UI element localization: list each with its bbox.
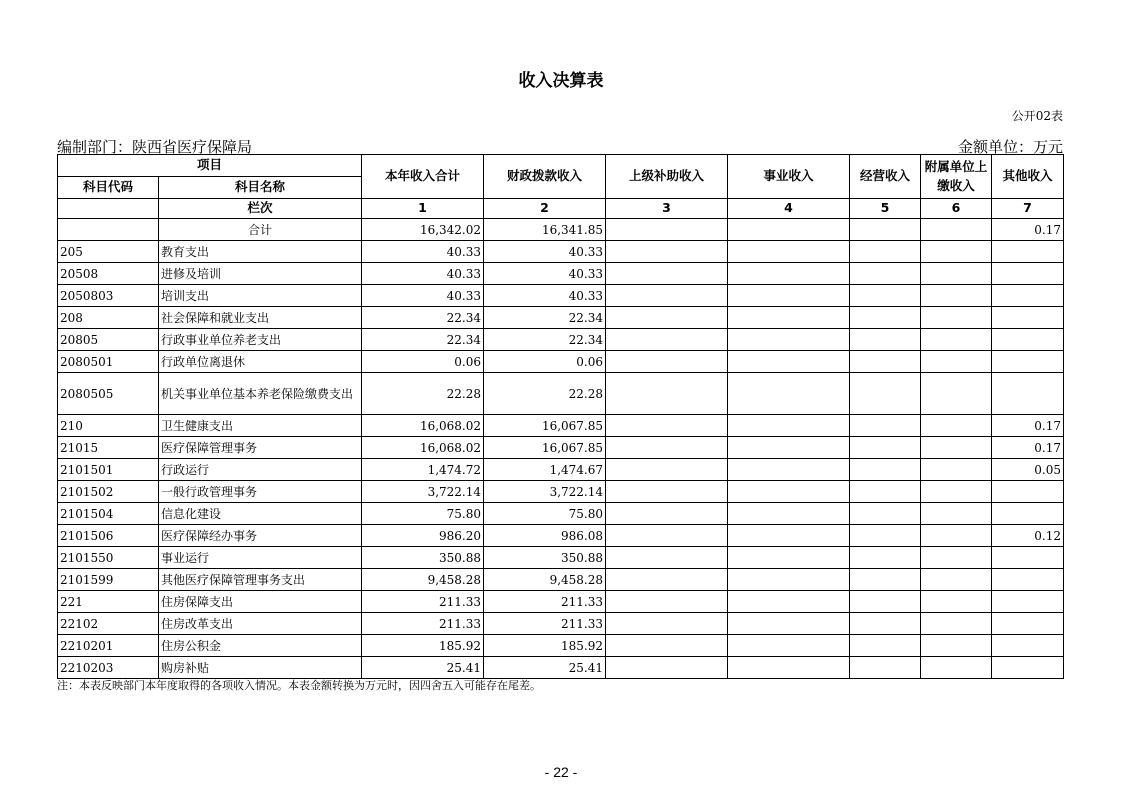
amount-cell (921, 481, 992, 503)
amount-cell: 1,474.72 (362, 459, 484, 481)
amount-cell (992, 351, 1064, 373)
table-row (58, 635, 1064, 657)
subject-code: 2101506 (58, 525, 159, 547)
amount-cell (606, 329, 728, 351)
amount-cell (921, 591, 992, 613)
amount-cell (606, 307, 728, 329)
amount-cell (606, 591, 728, 613)
amount-cell: 16,068.02 (362, 415, 484, 437)
subject-code: 2101502 (58, 481, 159, 503)
amount-cell (921, 351, 992, 373)
subject-code: 2050803 (58, 285, 159, 307)
amount-cell: 22.34 (484, 329, 606, 351)
table-row (58, 657, 1064, 679)
amount-cell (850, 437, 921, 459)
total-value (606, 219, 728, 241)
amount-cell: 25.41 (484, 657, 606, 679)
subject-name: 一般行政管理事务 (159, 481, 362, 503)
table-row (58, 307, 1064, 329)
amount-cell (606, 613, 728, 635)
amount-cell (606, 481, 728, 503)
amount-cell (850, 373, 921, 415)
income-table (57, 154, 1064, 679)
subject-name: 购房补贴 (159, 657, 362, 679)
amount-cell (992, 481, 1064, 503)
amount-cell: 22.34 (484, 307, 606, 329)
amount-cell (728, 373, 850, 415)
amount-cell: 40.33 (484, 285, 606, 307)
amount-cell: 1,474.67 (484, 459, 606, 481)
total-value: 16,342.02 (362, 219, 484, 241)
footnote: 注：本表反映部门本年度取得的各项收入情况。本表金额转换为万元时，因四舍五入可能存在尾差。 (57, 679, 541, 692)
subject-name: 事业运行 (159, 547, 362, 569)
amount-cell: 211.33 (484, 613, 606, 635)
amount-cell (850, 657, 921, 679)
page-number: - 22 - (544, 764, 578, 780)
amount-cell (850, 241, 921, 263)
amount-cell: 0.06 (484, 351, 606, 373)
subject-code: 2080505 (58, 373, 159, 415)
amount-cell: 75.80 (362, 503, 484, 525)
amount-cell (728, 525, 850, 547)
subject-name: 进修及培训 (159, 263, 362, 285)
amount-cell (850, 547, 921, 569)
amount-cell (606, 437, 728, 459)
subject-code: 221 (58, 591, 159, 613)
amount-cell (921, 437, 992, 459)
amount-cell (606, 635, 728, 657)
subject-code: 210 (58, 415, 159, 437)
amount-cell (921, 263, 992, 285)
amount-cell (921, 635, 992, 657)
subject-code: 2210201 (58, 635, 159, 657)
subject-code: 20508 (58, 263, 159, 285)
subject-name: 信息化建设 (159, 503, 362, 525)
amount-cell (606, 503, 728, 525)
amount-cell: 22.34 (362, 329, 484, 351)
amount-cell (921, 657, 992, 679)
table-row (58, 285, 1064, 307)
total-label: 合计 (159, 219, 362, 241)
table-row (58, 591, 1064, 613)
amount-cell (921, 613, 992, 635)
amount-cell: 16,067.85 (484, 415, 606, 437)
amount-cell (850, 503, 921, 525)
amount-cell (728, 351, 850, 373)
header-col-number: 1 (362, 199, 484, 219)
table-row (58, 329, 1064, 351)
total-value (728, 219, 850, 241)
header-col-number: 4 (728, 199, 850, 219)
table-row (58, 569, 1064, 591)
amount-cell: 3,722.14 (362, 481, 484, 503)
subject-name: 行政事业单位养老支出 (159, 329, 362, 351)
subject-name: 行政运行 (159, 459, 362, 481)
header-col-total: 本年收入合计 (362, 155, 484, 199)
amount-cell (992, 329, 1064, 351)
total-value: 0.17 (992, 219, 1064, 241)
header-col-business: 事业收入 (728, 155, 850, 199)
subject-name: 培训支出 (159, 285, 362, 307)
amount-cell: 0.12 (992, 525, 1064, 547)
amount-cell (606, 459, 728, 481)
amount-cell (992, 263, 1064, 285)
form-number: 公开02表 (1011, 109, 1063, 123)
amount-cell (728, 547, 850, 569)
amount-cell (921, 525, 992, 547)
amount-cell: 40.33 (362, 263, 484, 285)
unit-label: 金额单位：万元 (957, 138, 1063, 156)
amount-cell (850, 613, 921, 635)
amount-cell: 986.08 (484, 525, 606, 547)
amount-cell: 40.33 (362, 285, 484, 307)
table-row (58, 525, 1064, 547)
subject-name: 住房改革支出 (159, 613, 362, 635)
amount-cell: 40.33 (484, 241, 606, 263)
table-row (58, 547, 1064, 569)
total-value (921, 219, 992, 241)
amount-cell (992, 635, 1064, 657)
amount-cell: 185.92 (362, 635, 484, 657)
amount-cell: 3,722.14 (484, 481, 606, 503)
amount-cell: 40.33 (362, 241, 484, 263)
amount-cell: 0.17 (992, 437, 1064, 459)
subject-code: 208 (58, 307, 159, 329)
amount-cell (728, 503, 850, 525)
amount-cell (992, 307, 1064, 329)
amount-cell: 22.28 (362, 373, 484, 415)
amount-cell (728, 263, 850, 285)
table-row (58, 415, 1064, 437)
amount-cell (850, 351, 921, 373)
total-value: 16,341.85 (484, 219, 606, 241)
amount-cell (728, 307, 850, 329)
amount-cell (921, 241, 992, 263)
amount-cell: 0.05 (992, 459, 1064, 481)
amount-cell (728, 657, 850, 679)
table-row (58, 263, 1064, 285)
amount-cell: 16,068.02 (362, 437, 484, 459)
subject-name: 医疗保障经办事务 (159, 525, 362, 547)
amount-cell: 211.33 (362, 613, 484, 635)
subject-name: 社会保障和就业支出 (159, 307, 362, 329)
header-col-affiliated: 附属单位上缴收入 (921, 155, 992, 199)
subject-name: 机关事业单位基本养老保险缴费支出 (159, 373, 362, 415)
amount-cell (992, 503, 1064, 525)
amount-cell (992, 591, 1064, 613)
amount-cell (728, 285, 850, 307)
amount-cell (921, 547, 992, 569)
subject-code: 205 (58, 241, 159, 263)
amount-cell: 9,458.28 (484, 569, 606, 591)
amount-cell: 211.33 (484, 591, 606, 613)
amount-cell (850, 415, 921, 437)
amount-cell: 986.20 (362, 525, 484, 547)
amount-cell (728, 613, 850, 635)
amount-cell (606, 263, 728, 285)
amount-cell: 22.28 (484, 373, 606, 415)
amount-cell: 211.33 (362, 591, 484, 613)
header-code: 科目代码 (58, 177, 159, 199)
amount-cell (606, 547, 728, 569)
amount-cell (606, 569, 728, 591)
amount-cell: 0.17 (992, 415, 1064, 437)
total-value (850, 219, 921, 241)
amount-cell (921, 503, 992, 525)
amount-cell: 25.41 (362, 657, 484, 679)
amount-cell (850, 263, 921, 285)
amount-cell (992, 657, 1064, 679)
subject-code: 2101504 (58, 503, 159, 525)
table-row (58, 351, 1064, 373)
amount-cell (921, 307, 992, 329)
amount-cell (606, 525, 728, 547)
amount-cell (850, 481, 921, 503)
amount-cell: 0.06 (362, 351, 484, 373)
subject-code: 22102 (58, 613, 159, 635)
amount-cell (921, 329, 992, 351)
table-row (58, 373, 1064, 415)
amount-cell (921, 285, 992, 307)
amount-cell: 40.33 (484, 263, 606, 285)
table-row (58, 503, 1064, 525)
amount-cell (728, 591, 850, 613)
amount-cell (606, 415, 728, 437)
amount-cell (606, 373, 728, 415)
subject-name: 住房保障支出 (159, 591, 362, 613)
subject-code: 2101550 (58, 547, 159, 569)
amount-cell: 185.92 (484, 635, 606, 657)
amount-cell (728, 569, 850, 591)
amount-cell (728, 329, 850, 351)
amount-cell (606, 351, 728, 373)
amount-cell (921, 373, 992, 415)
subject-code: 2101501 (58, 459, 159, 481)
amount-cell (921, 569, 992, 591)
total-row (58, 219, 1064, 241)
header-col-number: 5 (850, 199, 921, 219)
subject-name: 教育支出 (159, 241, 362, 263)
amount-cell (850, 591, 921, 613)
amount-cell: 16,067.85 (484, 437, 606, 459)
subject-code: 20805 (58, 329, 159, 351)
amount-cell (606, 285, 728, 307)
amount-cell (850, 635, 921, 657)
header-item: 项目 (58, 155, 362, 177)
subject-code: 2210203 (58, 657, 159, 679)
subject-name: 其他医疗保障管理事务支出 (159, 569, 362, 591)
header-row-label: 栏次 (159, 199, 362, 219)
subject-name: 医疗保障管理事务 (159, 437, 362, 459)
header-col-number: 3 (606, 199, 728, 219)
amount-cell: 350.88 (484, 547, 606, 569)
header-empty (58, 199, 159, 219)
amount-cell (850, 525, 921, 547)
subject-name: 住房公积金 (159, 635, 362, 657)
table-row (58, 459, 1064, 481)
amount-cell (992, 285, 1064, 307)
header-col-number: 2 (484, 199, 606, 219)
amount-cell (992, 373, 1064, 415)
table-row (58, 241, 1064, 263)
amount-cell (606, 657, 728, 679)
amount-cell (850, 329, 921, 351)
amount-cell (606, 241, 728, 263)
amount-cell (728, 481, 850, 503)
header-col-number: 7 (992, 199, 1064, 219)
amount-cell (992, 241, 1064, 263)
amount-cell (850, 307, 921, 329)
header-col-number: 6 (921, 199, 992, 219)
header-col-superior: 上级补助收入 (606, 155, 728, 199)
table-row (58, 437, 1064, 459)
subject-name: 卫生健康支出 (159, 415, 362, 437)
table-row (58, 481, 1064, 503)
amount-cell (921, 459, 992, 481)
page-title: 收入决算表 (518, 71, 604, 91)
amount-cell: 350.88 (362, 547, 484, 569)
amount-cell (728, 459, 850, 481)
header-col-fiscal: 财政拨款收入 (484, 155, 606, 199)
subject-code: 2080501 (58, 351, 159, 373)
subject-name: 行政单位离退休 (159, 351, 362, 373)
header-col-operating: 经营收入 (850, 155, 921, 199)
amount-cell (921, 415, 992, 437)
amount-cell (850, 459, 921, 481)
amount-cell (992, 569, 1064, 591)
subject-code: 21015 (58, 437, 159, 459)
amount-cell (992, 613, 1064, 635)
amount-cell (728, 415, 850, 437)
amount-cell (992, 547, 1064, 569)
amount-cell (850, 569, 921, 591)
subject-code: 2101599 (58, 569, 159, 591)
amount-cell: 9,458.28 (362, 569, 484, 591)
amount-cell: 22.34 (362, 307, 484, 329)
amount-cell (728, 241, 850, 263)
amount-cell: 75.80 (484, 503, 606, 525)
amount-cell (728, 635, 850, 657)
table-row (58, 613, 1064, 635)
amount-cell (850, 285, 921, 307)
header-col-other: 其他收入 (992, 155, 1064, 199)
amount-cell (728, 437, 850, 459)
department-label: 编制部门：陕西省医疗保障局 (57, 138, 253, 156)
header-name: 科目名称 (159, 177, 362, 199)
total-code-cell (58, 219, 159, 241)
